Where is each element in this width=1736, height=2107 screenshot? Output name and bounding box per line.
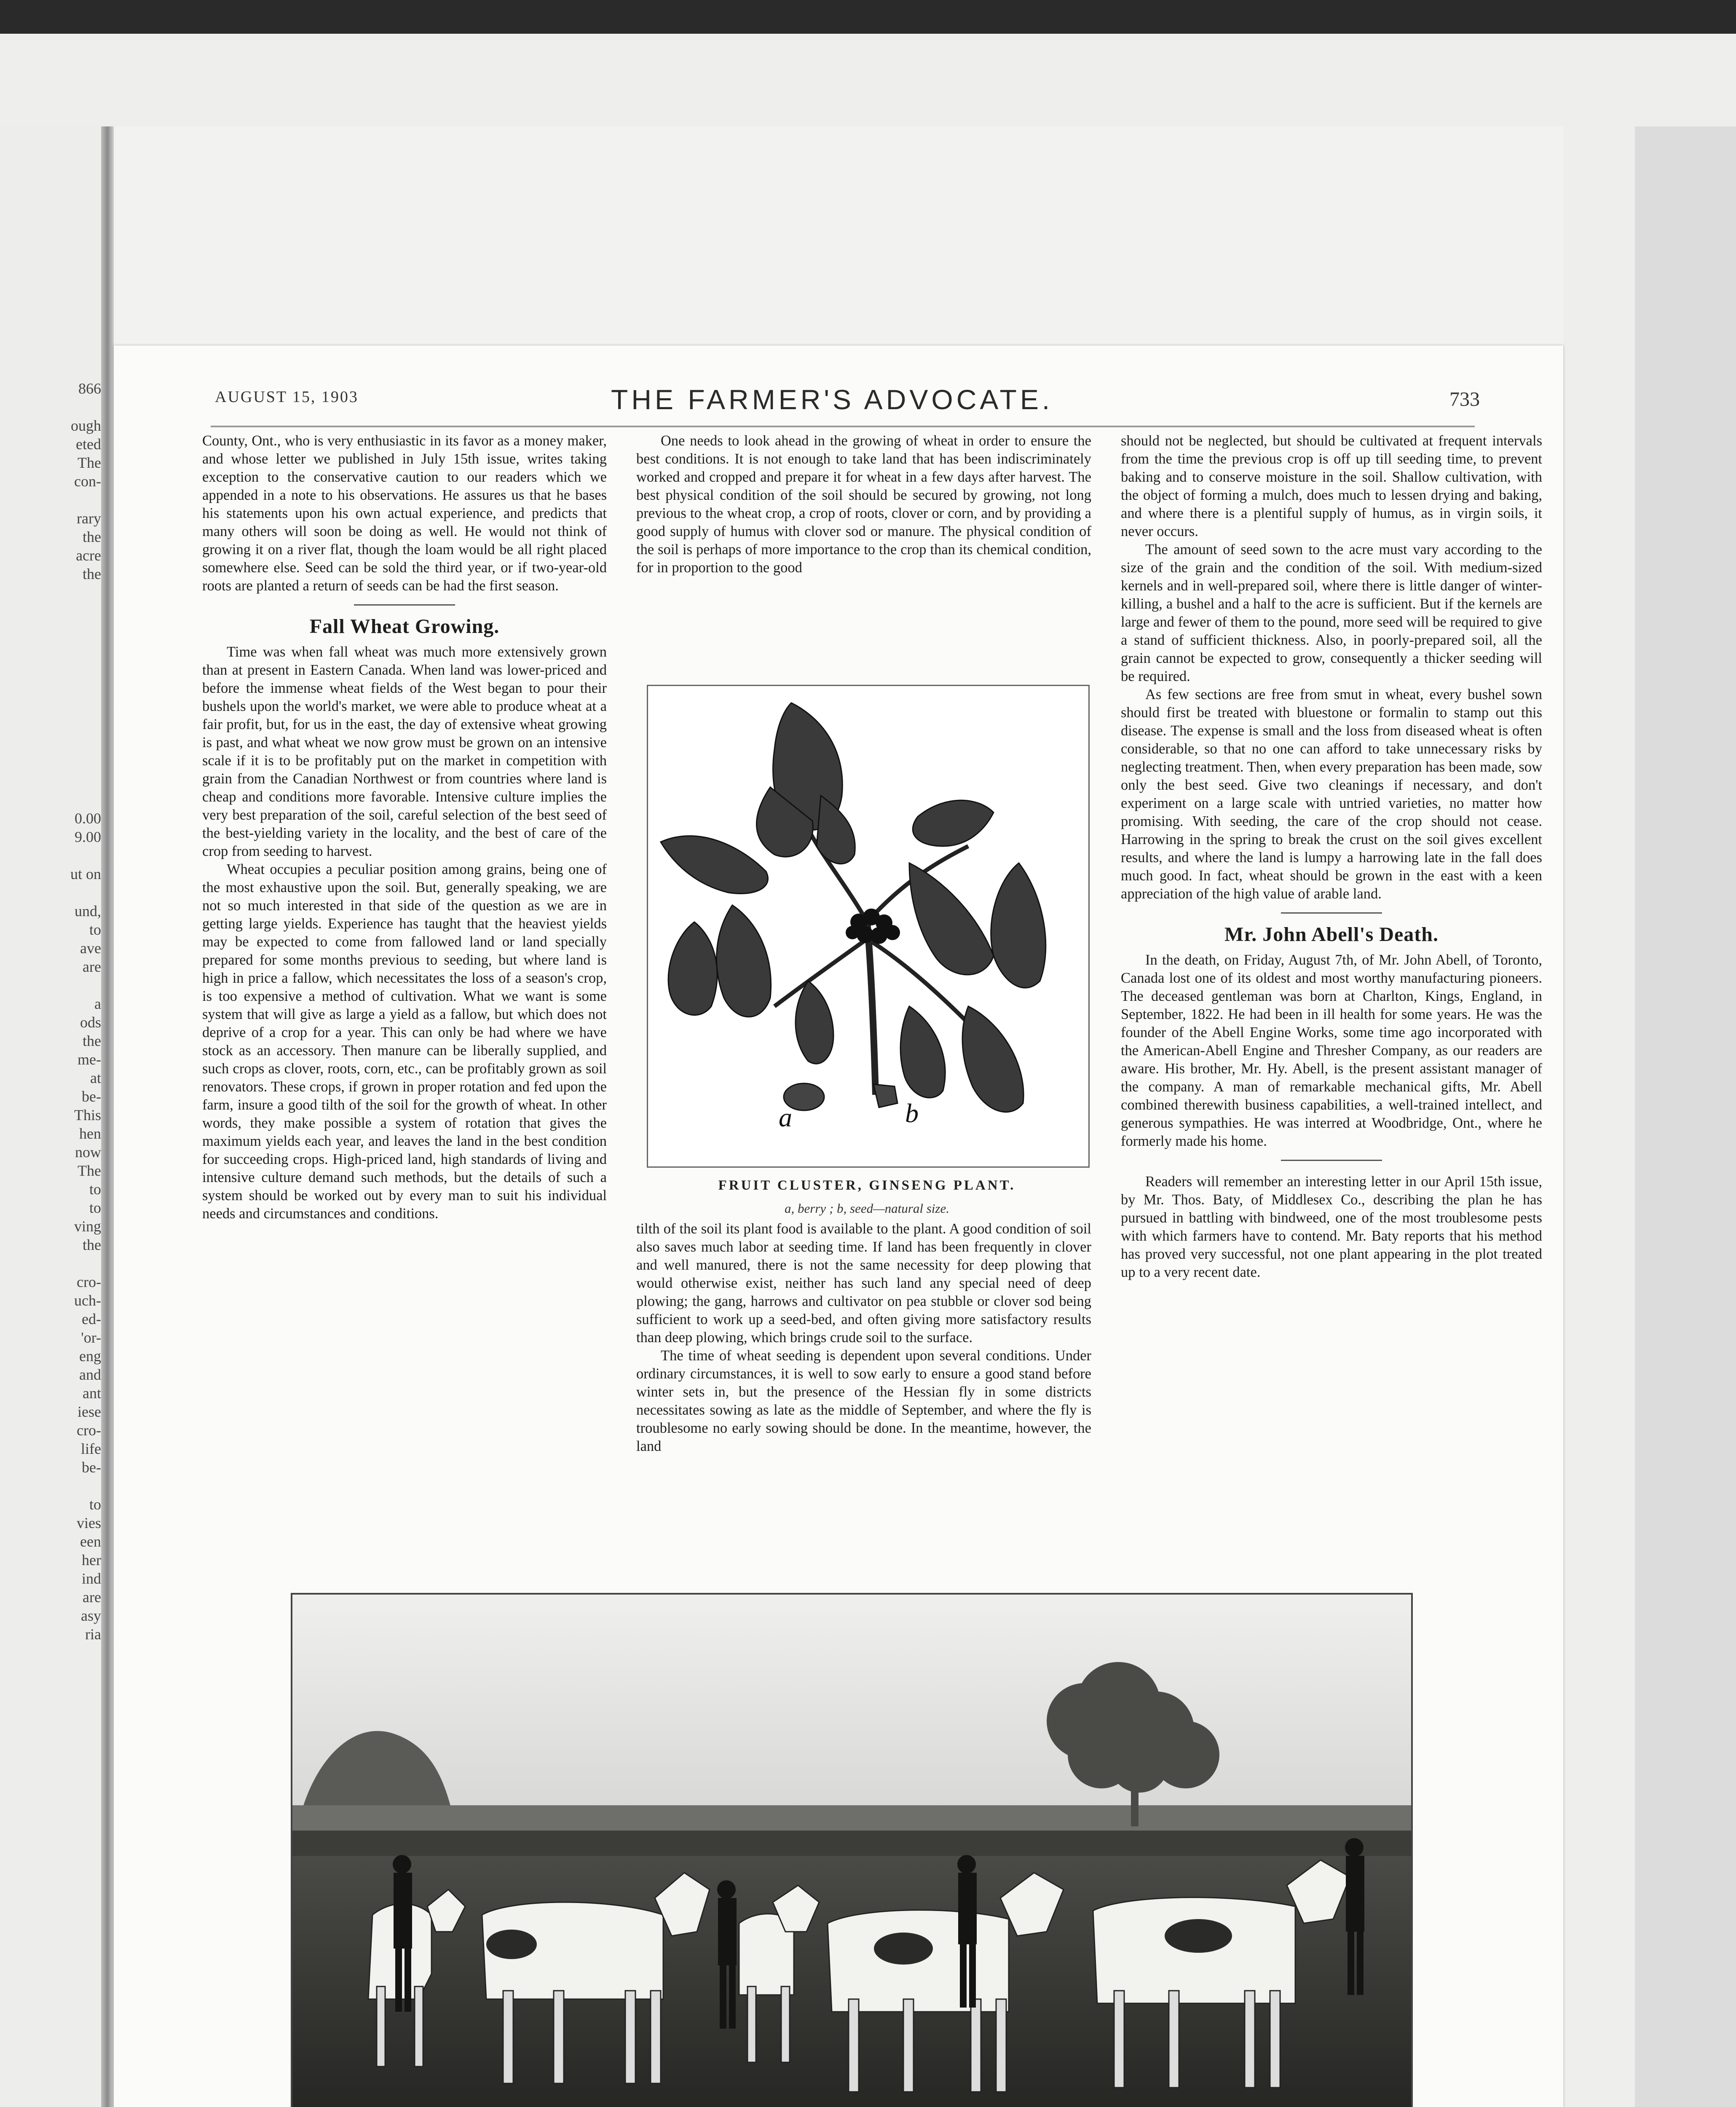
illustration-caption-block [647,1178,1087,1216]
page-number: 733 [1449,388,1480,410]
ginseng-plant-illustration [647,685,1090,1168]
left-page-strip [0,126,110,2107]
col2-paragraph-1: One needs to look ahead in the growing of wheat in order to ensure the best conditions. It is not enough to take land that has been indiscriminately worked and cropped and prepare it for wheat in a few days after harvest. The best physical condition of the soil should be secured by growing, not long previous to the wheat crop, a crop of roots, clover or corn, and by providing a good supply of humus with clover sod or manure. The physical condition of the soil is perhaps of more importance to the crop than its chemical condition, for in proportion to the good [636,433,1091,576]
heading-fall-wheat-growing: Fall Wheat Growing. [309,615,500,638]
masthead-title: THE FARMER'S ADVOCATE. [611,384,1053,415]
col3-paragraph-1: should not be neglected, but should be cultivated at frequent intervals from the time the previous crop is off up till seeding time, to prevent baking and to conserve moisture in the soil. Shallow cultivation, with the object of forming a mulch, does much to lessen drying and baking, and where there is a plentiful supply of humus, as in virgin soils, it never occurs. [1121,433,1542,539]
section-divider [1281,1160,1382,1161]
col1-intro-paragraph: County, Ont., who is very enthusiastic in its favor as a money maker, and whose letter we published in July 15th issue, writes taking exception to the conservative caution to our readers which we appended in a note to his observations. He assures us that he bases his statements upon his own actual experience, and predicts that many others will soon be doing as well. He would not think of growing it on a river flat, though the loam would be all right placed somewhere else. Seed can be sold the third year, or if two-year-old roots are planted a return of seeds can be had the first season. [202,433,607,594]
col1-paragraph-1: Time was when fall wheat was much more extensively grown than at present in Eastern Canada. When land was lower-priced and before the immense wheat fields of the West began to pour their bushels upon the world's market, we were able to produce wheat at a fair profit, but, for us in the east, the day of extensive wheat growing is past, and what wheat we now grow must be grown on an intensive scale if it is to be profitably put on the market in competition with grain from the Canadian Northwest or from countries where land is cheap and conditions more favorable. Intensive culture implies the very best preparation of the soil, careful selection of the best seed of the best-yielding variety in the locality, and the best of care of the crop from seeding to harvest. [202,644,607,859]
page-top-margin [114,126,1563,346]
section-divider [354,604,455,606]
header-rule [211,426,1475,427]
heifers-photo-drawing [292,1595,1411,2107]
illustration-caption: FRUIT CLUSTER, GINSENG PLANT. [718,1178,1016,1193]
column-2-top [636,432,1091,577]
left-page-fragments-top: 866 ough eted The con- rary the acre the [71,380,101,582]
left-page-fragments-mid: 0.00 9.00 ut on und, to ave are a ods the me- at be- This hen now The to to ving the cro- uch- ed- 'or- eng and ant iese cro- life be- to vies een her ind are asy ria [70,810,101,1643]
book-gutter [101,126,114,2107]
col3-paragraph-3: As few sections are free from smut in wheat, every bushel sown should first be treated with bluestone or formalin to stamp out this disease. The expense is small and the loss from diseased wheat is often considerable, so that no one can afford to take unnecessary risks by neglecting treatment. Then, when every preparation has been made, sow only the best seed. Give two cleanings if necessary, and don't experiment on a large scale with untried varieties, no matter how promising. With seeding, the care of the crop should not cease. Harrowing in the spring to break the crust on the soil gives excellent results, and where the land is lumpy a harrowing late in the fall does much good. In fact, wheat should be grown in the east with a keen appreciation of the high value of arable land. [1121,686,1542,902]
column-2-bottom [636,1220,1091,1456]
ayrshire-heifers-photograph [291,1593,1413,2107]
col3-paragraph-4: In the death, on Friday, August 7th, of Mr. John Abell, of Toronto, Canada lost one of its oldest and most worthy manufacturing pioneers. The deceased gentleman was born at Charlton, Kings, England, in September, 1822. He had been in ill health for some years. He was the founder of the Abell Engine Works, some time ago incorporated with the American-Abell Engine and Thresher Company, as our readers are aware. His brother, Mr. Hy. Abell, is the present assistant manager of the company. A man of remarkable mechanical gifts, Mr. Abell combined therewith business capabilities, a well-trained intellect, and generous sympathies. He was interred at Woodbridge, Ont., where he formerly made his home. [1121,952,1542,1149]
issue-date: AUGUST 15, 1903 [215,388,359,406]
right-scan-edge [1635,126,1736,2107]
col3-paragraph-5: Readers will remember an interesting letter in our April 15th issue, by Mr. Thos. Baty, of Middlesex Co., describing the plan he has pursued in battling with bindweed, one of the most troublesome pests with which farmers have to contend. Mr. Baty reports that his method has proved very successful, not one plant appearing in the plot treated up to a very recent date. [1121,1174,1542,1280]
newspaper-page [114,346,1563,2107]
col2-paragraph-3: The time of wheat seeding is dependent upon several conditions. Under ordinary circumstances, it is well to sow early to ensure a good stand before winter sets in, but the presence of the Hessian fly in some districts necessitates sowing as late as the middle of September, and where the fly is troublesome no early sowing should be done. In the meantime, however, the land [636,1348,1091,1454]
column-3 [1121,432,1542,1281]
scanner-top-border [0,0,1736,34]
section-divider [1281,912,1382,914]
col3-paragraph-2: The amount of seed sown to the acre must vary according to the size of the grain and the condition of the soil. With medium-sized kernels and in well-prepared soil, where there is little danger of winter-killing, a bushel and a half to the acre is sufficient. But if the kernels are large and fewer of them to the pound, more seed will be required to give a stand of sufficient thickness. Also, in poorly-prepared soil, all the grain cannot be expected to grow, consequently a thicker seeding will be required. [1121,541,1542,684]
column-1 [202,432,607,1223]
col1-paragraph-2: Wheat occupies a peculiar position among grains, being one of the most exhaustive upon the soil. But, generally speaking, we are not so much interested in that side of the question as we are in getting large yields. Experience has taught that the heaviest yields may be expected to come from fallowed land or land specially prepared for some months previous to seeding, but where land is high in price a fallow, which necessitates the loss of a season's crop, is too expensive a method of cultivation. What we want is some system that will give as large a yield as a fallow, but which does not deprive of a crop for a year. This can only be had where we have stock as an accessory. Then manure can be liberally supplied, and such crops as clover, roots, corn, etc., can be profitably grown as soil renovators. These crops, if grown in proper rotation and fed upon the farm, insure a good tilth of the soil for the growth of wheat. In other words, they make possible a system of rotation that gives the maximum yields each year, and leaves the land in the best condition for succeeding crops. High-priced land, high standards of living and intensive culture demand such methods, but the details of such a system should be worked out by every man to suit his individual needs and circumstances and conditions. [202,861,607,1222]
ginseng-plant-drawing [648,686,1088,1166]
col2-paragraph-2: tilth of the soil its plant food is available to the plant. A good condition of soil also saves much labor at seeding time. If land has been frequently in clover and well manured, there is not the same necessity for deep plowing that would otherwise exist, neither has such land any special need of deep plowing; the gang, harrows and cultivator on pea stubble or clover sod being sufficient to work up a seed-bed, and often giving more satisfactory results than deep plowing, which brings crude soil to the surface. [636,1221,1091,1346]
illustration-sub-caption: a, berry ; b, seed—natural size. [785,1201,949,1216]
label-b-seed: b [905,1098,919,1128]
label-a-berry: a [779,1102,792,1132]
heading-john-abell-death: Mr. John Abell's Death. [1224,923,1439,946]
